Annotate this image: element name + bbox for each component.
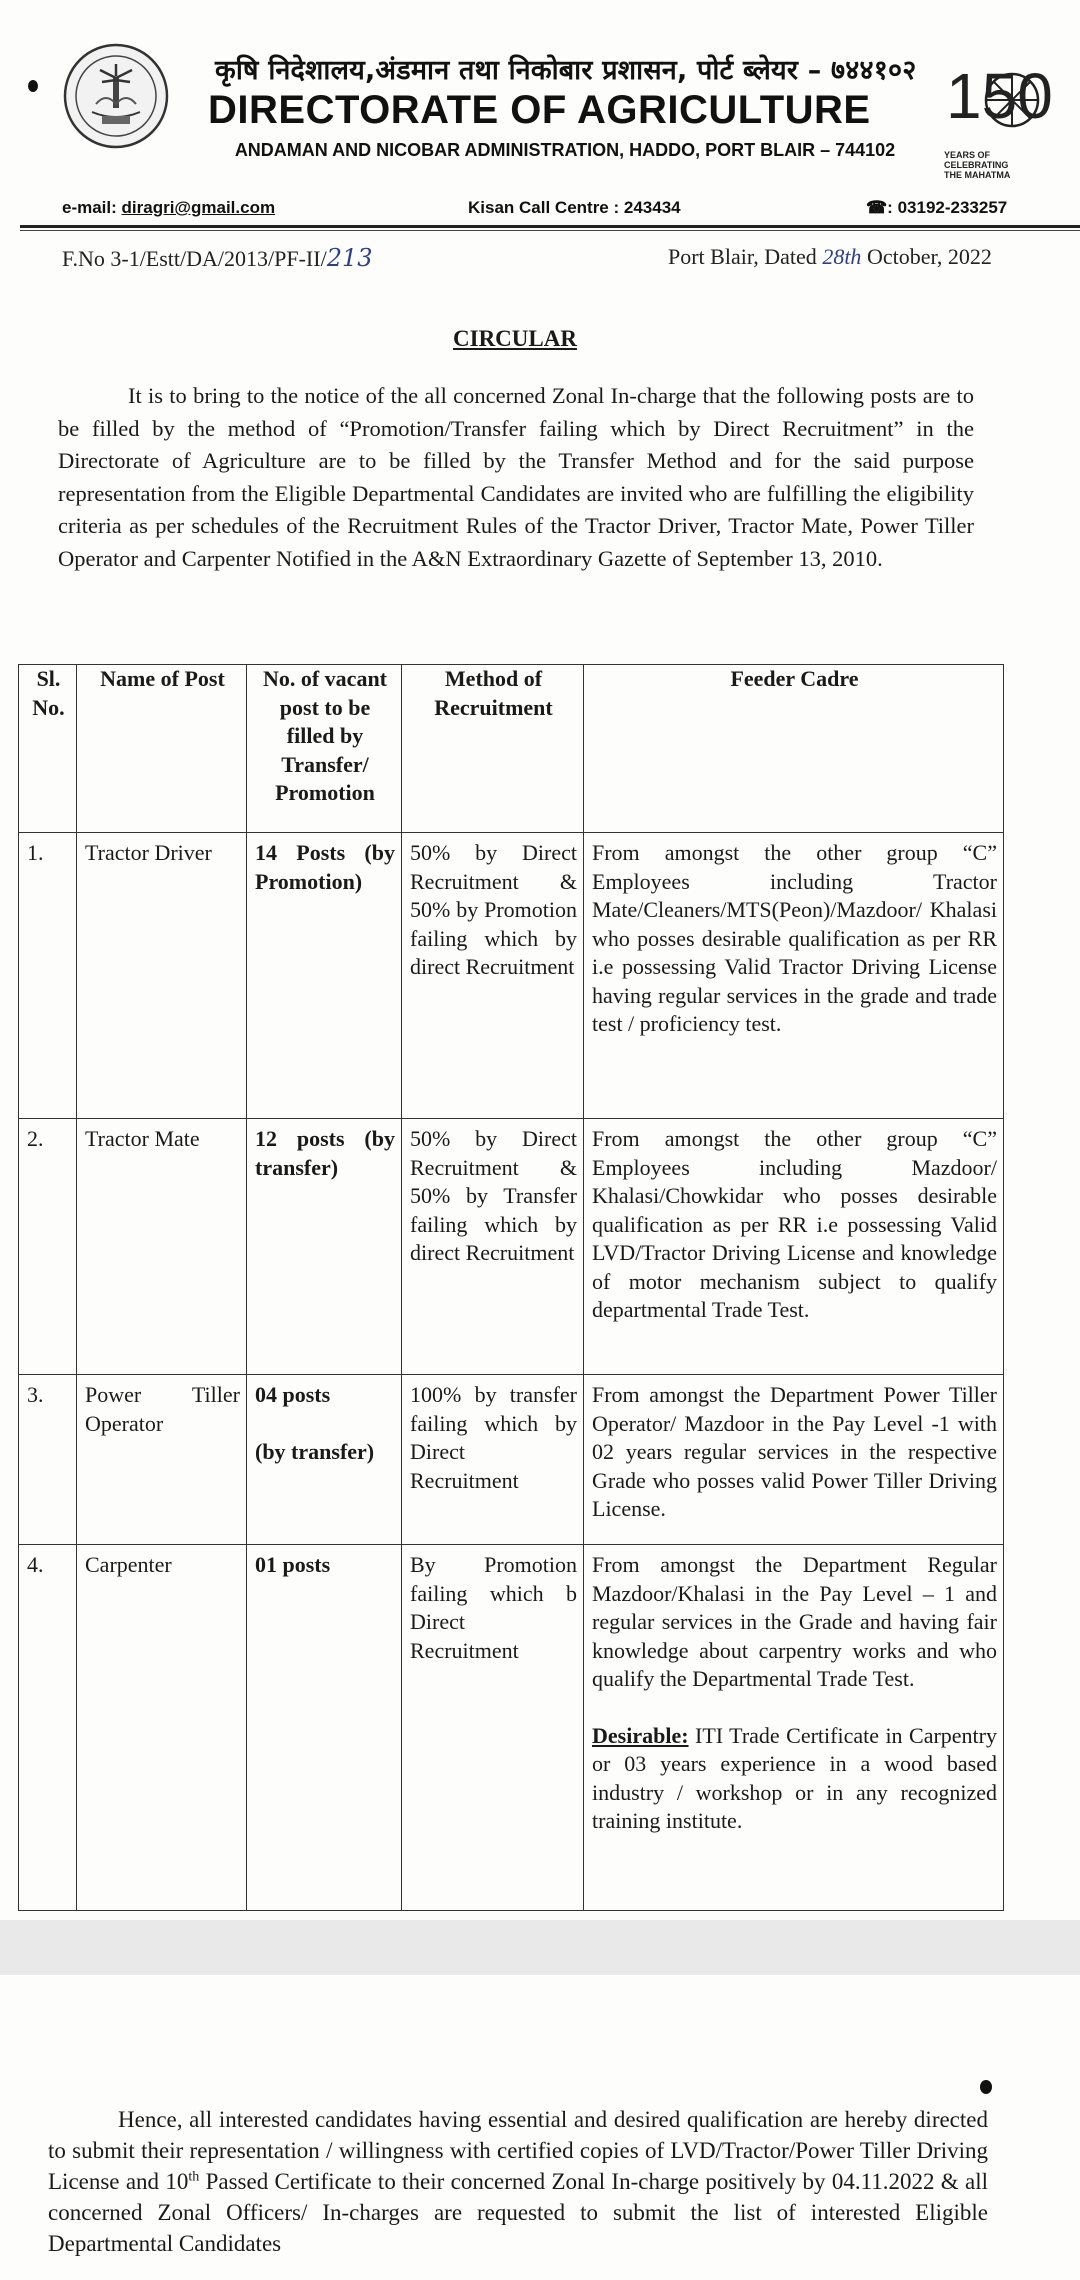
row-feeder: From amongst the Department Power Tiller Operator/ Mazdoor in the Pay Level -1 with 02 years regular services in the respective Grade who posses valid Power Tiller Driving License.	[584, 1375, 1004, 1545]
date-line	[668, 244, 992, 270]
row-vacancy: 14 Posts (by Promotion)	[247, 833, 402, 1119]
header-divider	[20, 225, 1080, 228]
closing-text-a: Hence, all interested candidates having essential and desired qualification are hereby directed to submit their representation / willingness with certified copies of LVD/Tractor/Power Tiller Driving License and 10	[48, 2107, 988, 2194]
circular-body: It is to bring to the notice of the all concerned Zonal In-charge that the following posts are to be filled by the method of “Promotion/Transfer failing which by Direct Recruitment” in the Directorate of Agriculture are to be filled by the Transfer Method and for the said purpose representation from the Eligible Departmental Candidates are invited who are fulfilling the eligibility criteria as per schedules of the Recruitment Rules of the Tractor Driver, Tractor Mate, Power Tiller Operator and Carpenter Notified in the A&N Extraordinary Gazette of September 13, 2010.	[58, 383, 974, 571]
date-prefix: Port Blair, Dated	[668, 244, 817, 269]
gandhi-150-badge	[940, 58, 1053, 188]
desirable-label: Desirable:	[592, 1722, 689, 1748]
row-sl: 4.	[19, 1545, 77, 1911]
emblem-icon	[62, 42, 170, 150]
file-number	[62, 244, 373, 272]
row-feeder	[584, 1545, 1004, 1911]
row-method: 50% by Direct Recruitment & 50% by Transfer failing which by direct Recruitment	[402, 1119, 584, 1375]
hindi-header: कृषि निदेशालय,अंडमान तथा निकोबार प्रशासन, पोर्ट ब्लेयर – ७४४१०२	[215, 55, 917, 86]
row-post: Tractor Mate	[77, 1119, 247, 1375]
row-vacancy-count: 04 posts	[255, 1382, 331, 1407]
row-method: 50% by Direct Recruitment & 50% by Promotion failing which by direct Recruitment	[402, 833, 584, 1119]
scan-mark	[28, 80, 38, 92]
table-row	[19, 1375, 1004, 1545]
badge-text-3: THE MAHATMA	[944, 170, 1011, 180]
badge-number: 150	[946, 60, 1053, 132]
closing-text-b: Passed Certificate to their concerned Zonal In-charge positively by 04.11.2022 & all concerned Zonal Officers/ In-charges are requested to submit the list of interested Eligible Departmental Candidates	[48, 2169, 988, 2256]
badge-text-1: YEARS OF	[944, 150, 991, 160]
row-method: By Promotion failing which b Direct Recruitment	[402, 1545, 584, 1911]
phone-line	[866, 198, 1007, 218]
email-line	[62, 198, 275, 218]
email-link[interactable]: diragri@gmail.com	[121, 198, 276, 217]
administration-address: ANDAMAN AND NICOBAR ADMINISTRATION, HADDO, PORT BLAIR – 744102	[234, 140, 896, 160]
row-sl: 1.	[19, 833, 77, 1119]
email-label: e-mail:	[62, 198, 117, 217]
date-handwritten: 28th	[822, 244, 862, 269]
closing-paragraph	[48, 2104, 988, 2259]
header-vacancy: No. of vacant post to be filled by Transfer/ Promotion	[247, 665, 402, 833]
row-vacancy-method: (by transfer)	[255, 1438, 375, 1464]
row-post: Carpenter	[77, 1545, 247, 1911]
desirable-text: ITI Trade Certificate in Carpentry or 03 years experience in a wood based industry / workshop or in any recognized training institute.	[592, 1722, 997, 1833]
row-vacancy: 12 posts (by transfer)	[247, 1119, 402, 1375]
row-feeder-text: From amongst the Department Regular Mazdoor/Khalasi in the Pay Level – 1 and regular services in the Grade and having fair knowledge about carpentry works and who qualify the Departmental Trade Test.	[592, 1552, 997, 1691]
row-method: 100% by transfer failing which by Direct Recruitment	[402, 1375, 584, 1545]
posts-table	[18, 664, 1004, 1911]
header-method: Method of Recruitment	[402, 665, 584, 833]
page-gap	[0, 1920, 1080, 1975]
kisan-call-centre: Kisan Call Centre : 243434	[468, 198, 681, 217]
table-row	[19, 1545, 1004, 1911]
file-number-text: F.No 3-1/Estt/DA/2013/PF-II/	[62, 246, 327, 271]
row-feeder: From amongst the other group “C” Employees including Mazdoor/ Khalasi/Chowkidar who posses desirable qualification as per RR i.e possessing Valid LVD/Tractor Driving License and knowledge of motor mechanism subject to qualify departmental Trade Test.	[584, 1119, 1004, 1375]
phone-icon: ☎:	[866, 198, 893, 217]
header-post-name: Name of Post	[77, 665, 247, 833]
scan-mark	[980, 2080, 992, 2094]
row-vacancy: 01 posts	[247, 1545, 402, 1911]
row-post: Power Tiller Operator	[77, 1375, 247, 1545]
badge-text-2: CELEBRATING	[944, 160, 1009, 170]
file-number-handwritten: 213	[326, 244, 373, 272]
row-sl: 2.	[19, 1119, 77, 1375]
header-sl-no: Sl. No.	[19, 665, 77, 833]
table-row	[19, 1119, 1004, 1375]
closing-superscript: th	[188, 2169, 200, 2185]
header-divider-thin	[20, 230, 1080, 231]
row-feeder: From amongst the other group “C” Employees including Tractor Mate/Cleaners/MTS(Peon)/Mazdoor/ Khalasi who posses desirable qualification as per RR i.e possessing Valid Tractor Driving License having regular services in the grade and trade test / proficiency test.	[584, 833, 1004, 1119]
date-suffix: October, 2022	[866, 244, 992, 269]
row-vacancy	[247, 1375, 402, 1545]
phone-number: 03192-233257	[897, 198, 1008, 217]
header-feeder-cadre: Feeder Cadre	[584, 665, 1004, 833]
row-sl: 3.	[19, 1375, 77, 1545]
row-post: Tractor Driver	[77, 833, 247, 1119]
table-row	[19, 833, 1004, 1119]
circular-title: CIRCULAR	[453, 326, 577, 351]
page-title: DIRECTORATE OF AGRICULTURE	[208, 88, 871, 132]
table-header-row	[19, 665, 1004, 833]
